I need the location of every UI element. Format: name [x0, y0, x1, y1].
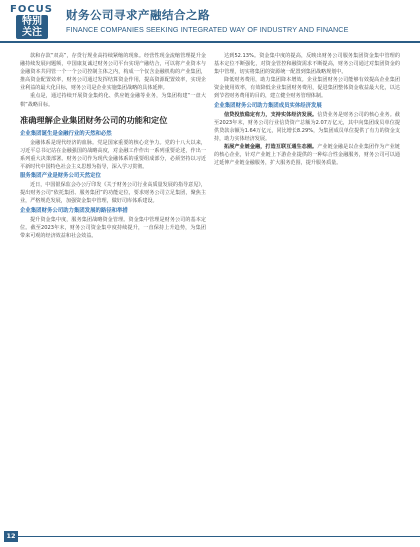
- paragraph-lead: 拓展产业链金融，打造互联互通生态圈。: [224, 144, 318, 151]
- paragraph-text: 产业链金融是以企业集团作为产业链的核心企业，针对产业链上下游企业提供的一种综合性金融服务，财务公司可以通过延伸产业链金融服务，扩大服务范围，提升服务质量。: [214, 144, 400, 167]
- logo-badge-line2: 关注: [22, 27, 42, 38]
- body-paragraph: 达到52.13%。资金集中度的提高，反映出财务公司服务集团资金集中管理的基本定位不断强化，对资金管控和融资需求不断提高，财务公司通过对集团资金的集中管理，切实将集团的资源统一配置到集团战略规划中。: [214, 53, 400, 76]
- page-header: [0, 0, 420, 44]
- right-column: [214, 52, 400, 167]
- left-column: [20, 52, 206, 240]
- paragraph-lead: 信贷投放稳定有力，支持实体经济发展。: [224, 111, 318, 118]
- paragraph-text: 信贷业务是财务公司的核心业务。截至2023年末，财务公司行业信贷资产总额为2.07万亿元，其中向集团成员单位提供贷款余额为1.64万亿元，同比增长8.29%，为集团成员单位提供了有力的资金支持，助力实体经济发展。: [214, 111, 400, 142]
- subsection-title: 企业集团财务公司助力集团成员实体经济发展: [214, 102, 322, 109]
- body-paragraph: [214, 143, 400, 167]
- header-divider: [0, 41, 420, 43]
- logo-badge-line1: 特别: [22, 16, 42, 27]
- logo-word: FOCUS: [10, 4, 53, 15]
- subsection-title: 企业集团诞生是金融行业的天然和必然: [20, 130, 112, 137]
- header-title-group: [66, 7, 349, 34]
- subsection-title: 服务集团产业是财务公司天然定位: [20, 173, 101, 180]
- page-number: 12: [4, 531, 18, 542]
- body-paragraph: 近日，中国银保监会办公厅印发《关于财务公司行业高质量发展的指导意见》，提出财务公司“依托集团、服务集团”的功能定位，要求财务公司立足集团，聚焦主业，严格规范发展，加强资金集中管理，做好司库体系建设。: [20, 182, 206, 205]
- page-subtitle-en: FINANCE COMPANIES SEEKING INTEGRATED WAY OF INDUSTRY AND FINANCE: [66, 25, 349, 34]
- focus-logo: [10, 4, 66, 42]
- body-paragraph: 降低财务费用，助力集团降本增效。企业集团财务公司能够有效提高企业集团资金使用效率，有效降低企业集团财务费用，促进集团整体资金收益最大化，以达到节省财务费用的目的，建立健全财务管理体制。: [214, 77, 400, 100]
- logo-badge: [16, 15, 48, 39]
- footer-divider: [18, 536, 420, 537]
- body-paragraph: 提升资金集中度，服务集团战略资金管理。资金集中管理是财务公司的基本定位。截至2023年末，财务公司资金集中度持续提升，一直保持上升趋势，为集团带来可观的经济效益和社会效益。: [20, 216, 206, 239]
- page-title: 财务公司寻求产融结合之路: [66, 8, 210, 22]
- intro-paragraph-1: 款和存款“双高”，存贷行规业高持续紧缩的现象。经营性现金流缩管理提升金融持续发展问题频，中国康复诚过财务公司平台实现产融结合，可以将产业资本与金融资本共同管一个一个公司控制主体之内，构成一个仅含金融机构的产业集团，推高资金配置效率，财务公司通过发挥结算资金作用，提高资源配置效率，实现企业利益的最大化目标，财务公司是企业实施集团战略的具体延伸。: [20, 53, 206, 92]
- subsection-title: 企业集团财务公司助力集团发展的路径和举措: [20, 207, 128, 214]
- intro-paragraph-2: 重点是，通过持续开展资金集约化、供应链金融等业务，为集团构建“一盘大棋”战略目标。: [20, 93, 206, 108]
- body-paragraph: [214, 111, 400, 143]
- body-paragraph: 金融体系是现代经济的血脉。党是国家重要的核心竞争力。党的十八大以来，习近平总书记站在金融强国的战略高度，对金融工作作出一系列重要论述，作出一系列重大决策部署。财务公司作为现代金融体系的重要组成部分，必须坚持以习近平新时代中国特色社会主义思想为指导，深入学习贯彻。: [20, 139, 206, 171]
- section-title: 准确理解企业集团财务公司的功能和定位: [20, 114, 168, 125]
